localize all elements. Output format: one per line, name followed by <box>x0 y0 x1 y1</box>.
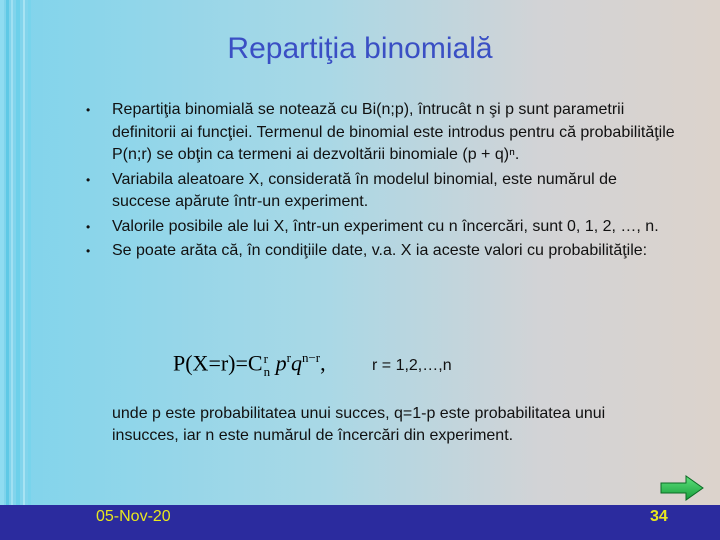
bullet-text: Variabila aleatoare X, considerată în modelul binomial, este numărul de succese apărute într‑un experiment. <box>112 170 617 210</box>
bullet-icon: • <box>86 172 91 187</box>
next-slide-button[interactable] <box>660 475 704 501</box>
bullet-item <box>86 169 676 214</box>
bullet-item <box>86 240 676 263</box>
formula-p-sup: r <box>286 350 291 365</box>
slide-title: Repartiţia binomială <box>227 32 493 65</box>
bullet-item <box>86 99 676 167</box>
formula-c-sup: r <box>263 351 268 367</box>
bullet-text: Repartiţia binomială se notează cu Bi(n;p), întrucât n şi p sunt parametrii definitorii ai funcţiei. Termenul de binomial este introdus pentru că probabilităţile P(n;r) se obţin ca termeni ai dezvoltării binomiale (p + q)ⁿ. <box>112 101 675 163</box>
left-decorative-stripes <box>0 0 34 505</box>
formula-comma: , <box>320 350 326 376</box>
bullet-item <box>86 216 676 239</box>
bullet-icon: • <box>86 103 91 117</box>
bullet-text: Se poate arăta că, în condiţiile date, v.a. X ia aceste valori cu probabilităţile: <box>112 242 648 259</box>
formula-p: p <box>275 350 287 376</box>
formula-q-sup: n−r <box>301 350 321 365</box>
stripe <box>28 0 31 505</box>
binomial-formula <box>173 350 326 378</box>
bullet-icon: • <box>86 219 91 234</box>
bullet-icon: • <box>86 244 91 258</box>
bullet-list <box>86 99 676 265</box>
formula-c-sub: n <box>263 364 271 380</box>
green-right-arrow-icon <box>660 475 704 501</box>
stripe <box>11 0 13 505</box>
page-number: 34 <box>650 508 668 525</box>
stripe <box>23 0 25 505</box>
formula-lhs: P(X=r)=C <box>173 350 263 376</box>
bullet-text: Valorile posibile ale lui X, într‑un experiment cu n încercări, sunt 0, 1, 2, …, n. <box>112 217 659 235</box>
stripe <box>16 0 20 505</box>
explanation-text: unde p este probabilitatea unui succes, q=1-p este probabilitatea unui insucces, iar n este numărul de încercări din experiment. <box>112 405 606 444</box>
footer-date: 05-Nov-20 <box>96 508 171 525</box>
formula-q: q <box>290 350 302 376</box>
stripe <box>0 0 4 505</box>
stripe <box>6 0 9 505</box>
formula-condition: r = 1,2,…,n <box>372 357 452 374</box>
